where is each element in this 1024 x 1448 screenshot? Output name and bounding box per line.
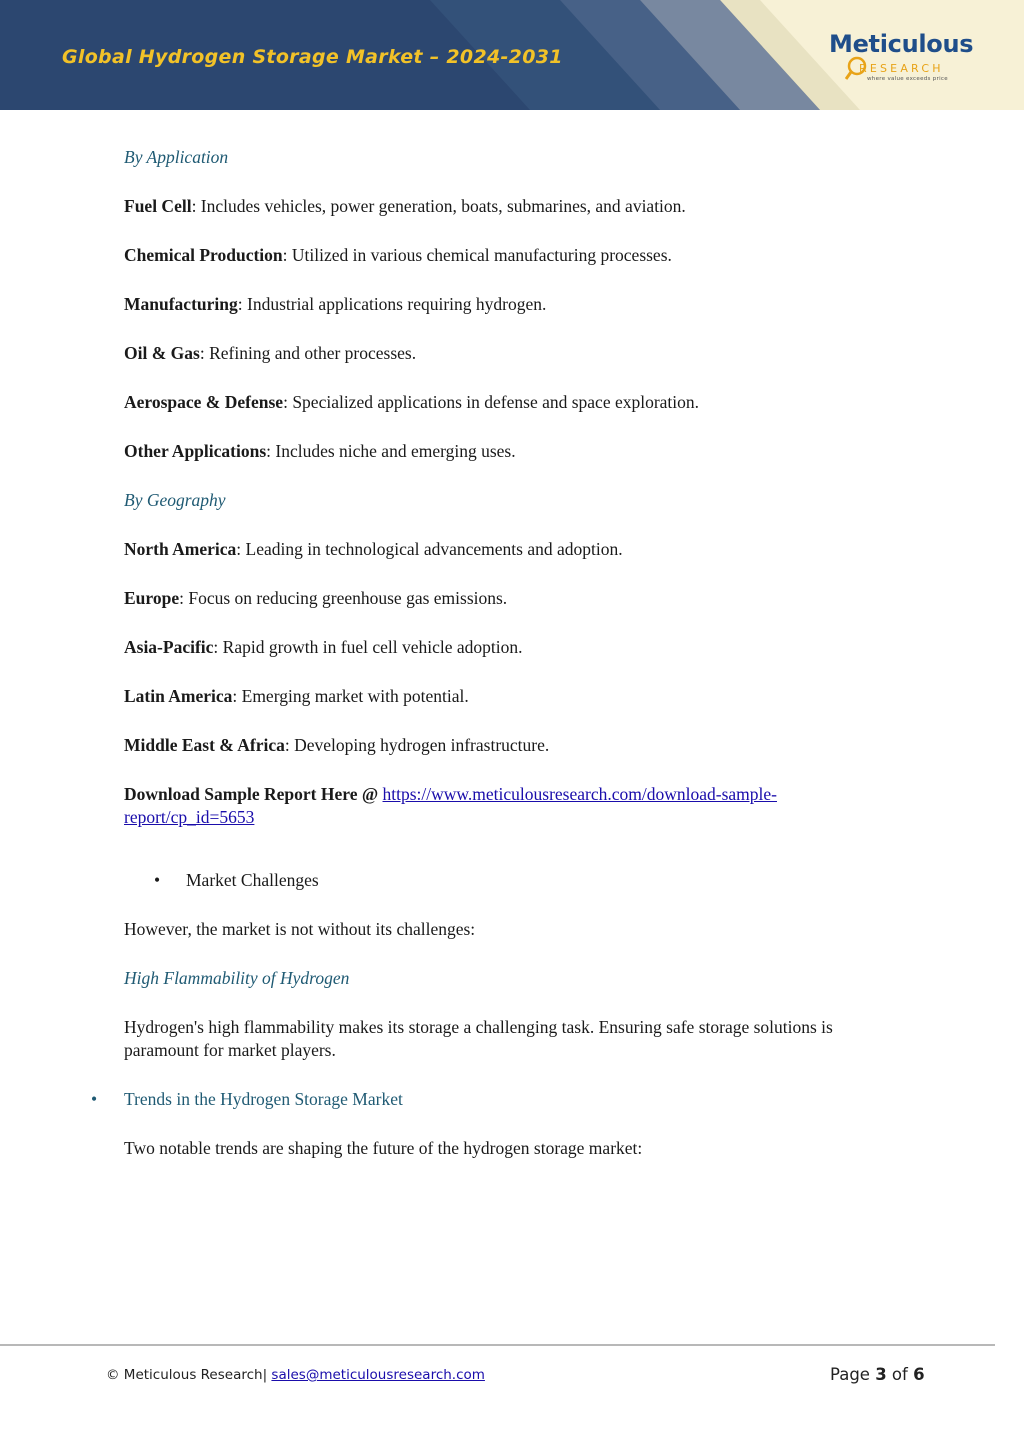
logo-subtitle: RESEARCH (859, 62, 944, 75)
item-term: Latin America (124, 686, 233, 706)
application-item (124, 195, 904, 218)
by-application-heading: By Application (124, 147, 229, 167)
item-desc: : Focus on reducing greenhouse gas emissions. (179, 588, 508, 608)
item-term: Middle East & Africa (124, 735, 285, 755)
logo-wordmark: Meticulous (829, 30, 974, 58)
page-content (91, 146, 904, 1186)
download-label: Download Sample Report Here @ (124, 784, 383, 804)
application-item (124, 244, 904, 267)
application-item (124, 391, 904, 414)
market-challenges-heading: Market Challenges (186, 870, 319, 890)
item-desc: : Includes niche and emerging uses. (266, 441, 516, 461)
item-desc: : Rapid growth in fuel cell vehicle adoption. (213, 637, 523, 657)
geography-item (124, 538, 904, 561)
item-term: Aerospace & Defense (124, 392, 284, 412)
item-term: Asia-Pacific (124, 637, 214, 657)
trends-heading: Trends in the Hydrogen Storage Market (124, 1089, 403, 1109)
download-sample (124, 783, 904, 829)
header-banner (0, 0, 1024, 110)
geography-item (124, 685, 904, 708)
by-geography-heading: By Geography (124, 490, 226, 510)
item-desc: : Utilized in various chemical manufacturing processes. (282, 245, 672, 265)
item-desc: : Industrial applications requiring hydrogen. (237, 294, 547, 314)
footer-divider (0, 1344, 995, 1346)
flammability-body: Hydrogen's high flammability makes its storage a challenging task. Ensuring safe storage solutions is paramount for market players. (124, 1017, 833, 1060)
report-title: Global Hydrogen Storage Market – 2024-2031 (62, 46, 563, 68)
geography-item (124, 734, 904, 757)
page-total: 6 (913, 1365, 925, 1384)
bullet-icon: • (154, 870, 161, 890)
flammability-heading: High Flammability of Hydrogen (124, 968, 350, 988)
page-of: of (886, 1365, 914, 1384)
trends-intro: Two notable trends are shaping the future of the hydrogen storage market: (124, 1138, 643, 1158)
item-term: Oil & Gas (124, 343, 200, 363)
contact-email-link[interactable]: sales@meticulousresearch.com (271, 1367, 485, 1383)
download-sample-link[interactable]: https://www.meticulousresearch.com/download-sample-report/cp_id=5653 (124, 784, 777, 827)
item-desc: : Includes vehicles, power generation, boats, submarines, and aviation. (191, 196, 686, 216)
item-desc: : Leading in technological advancements and adoption. (236, 539, 623, 559)
page-current: 3 (875, 1365, 887, 1384)
challenges-intro: However, the market is not without its challenges: (124, 919, 476, 939)
item-desc: : Specialized applications in defense and space exploration. (283, 392, 700, 412)
bullet-icon: • (91, 1089, 98, 1109)
application-item (124, 342, 904, 365)
item-term: Chemical Production (124, 245, 283, 265)
item-term: Manufacturing (124, 294, 238, 314)
trends-bullet (91, 1088, 904, 1111)
item-desc: : Developing hydrogen infrastructure. (284, 735, 550, 755)
geography-item (124, 587, 904, 610)
page-prefix: Page (830, 1365, 876, 1384)
item-term: North America (124, 539, 237, 559)
application-item (124, 440, 904, 463)
application-item (124, 293, 904, 316)
item-desc: : Refining and other processes. (199, 343, 417, 363)
meticulous-logo (823, 28, 974, 88)
page-number (830, 1365, 925, 1384)
footer-copyright (106, 1367, 485, 1383)
logo-tagline: where value exceeds price (867, 76, 948, 82)
item-term: Other Applications (124, 441, 267, 461)
item-term: Fuel Cell (124, 196, 192, 216)
item-desc: : Emerging market with potential. (232, 686, 469, 706)
copyright-text: © Meticulous Research| (106, 1367, 272, 1383)
geography-item (124, 636, 904, 659)
market-challenges-bullet (124, 869, 904, 892)
item-term: Europe (124, 588, 180, 608)
